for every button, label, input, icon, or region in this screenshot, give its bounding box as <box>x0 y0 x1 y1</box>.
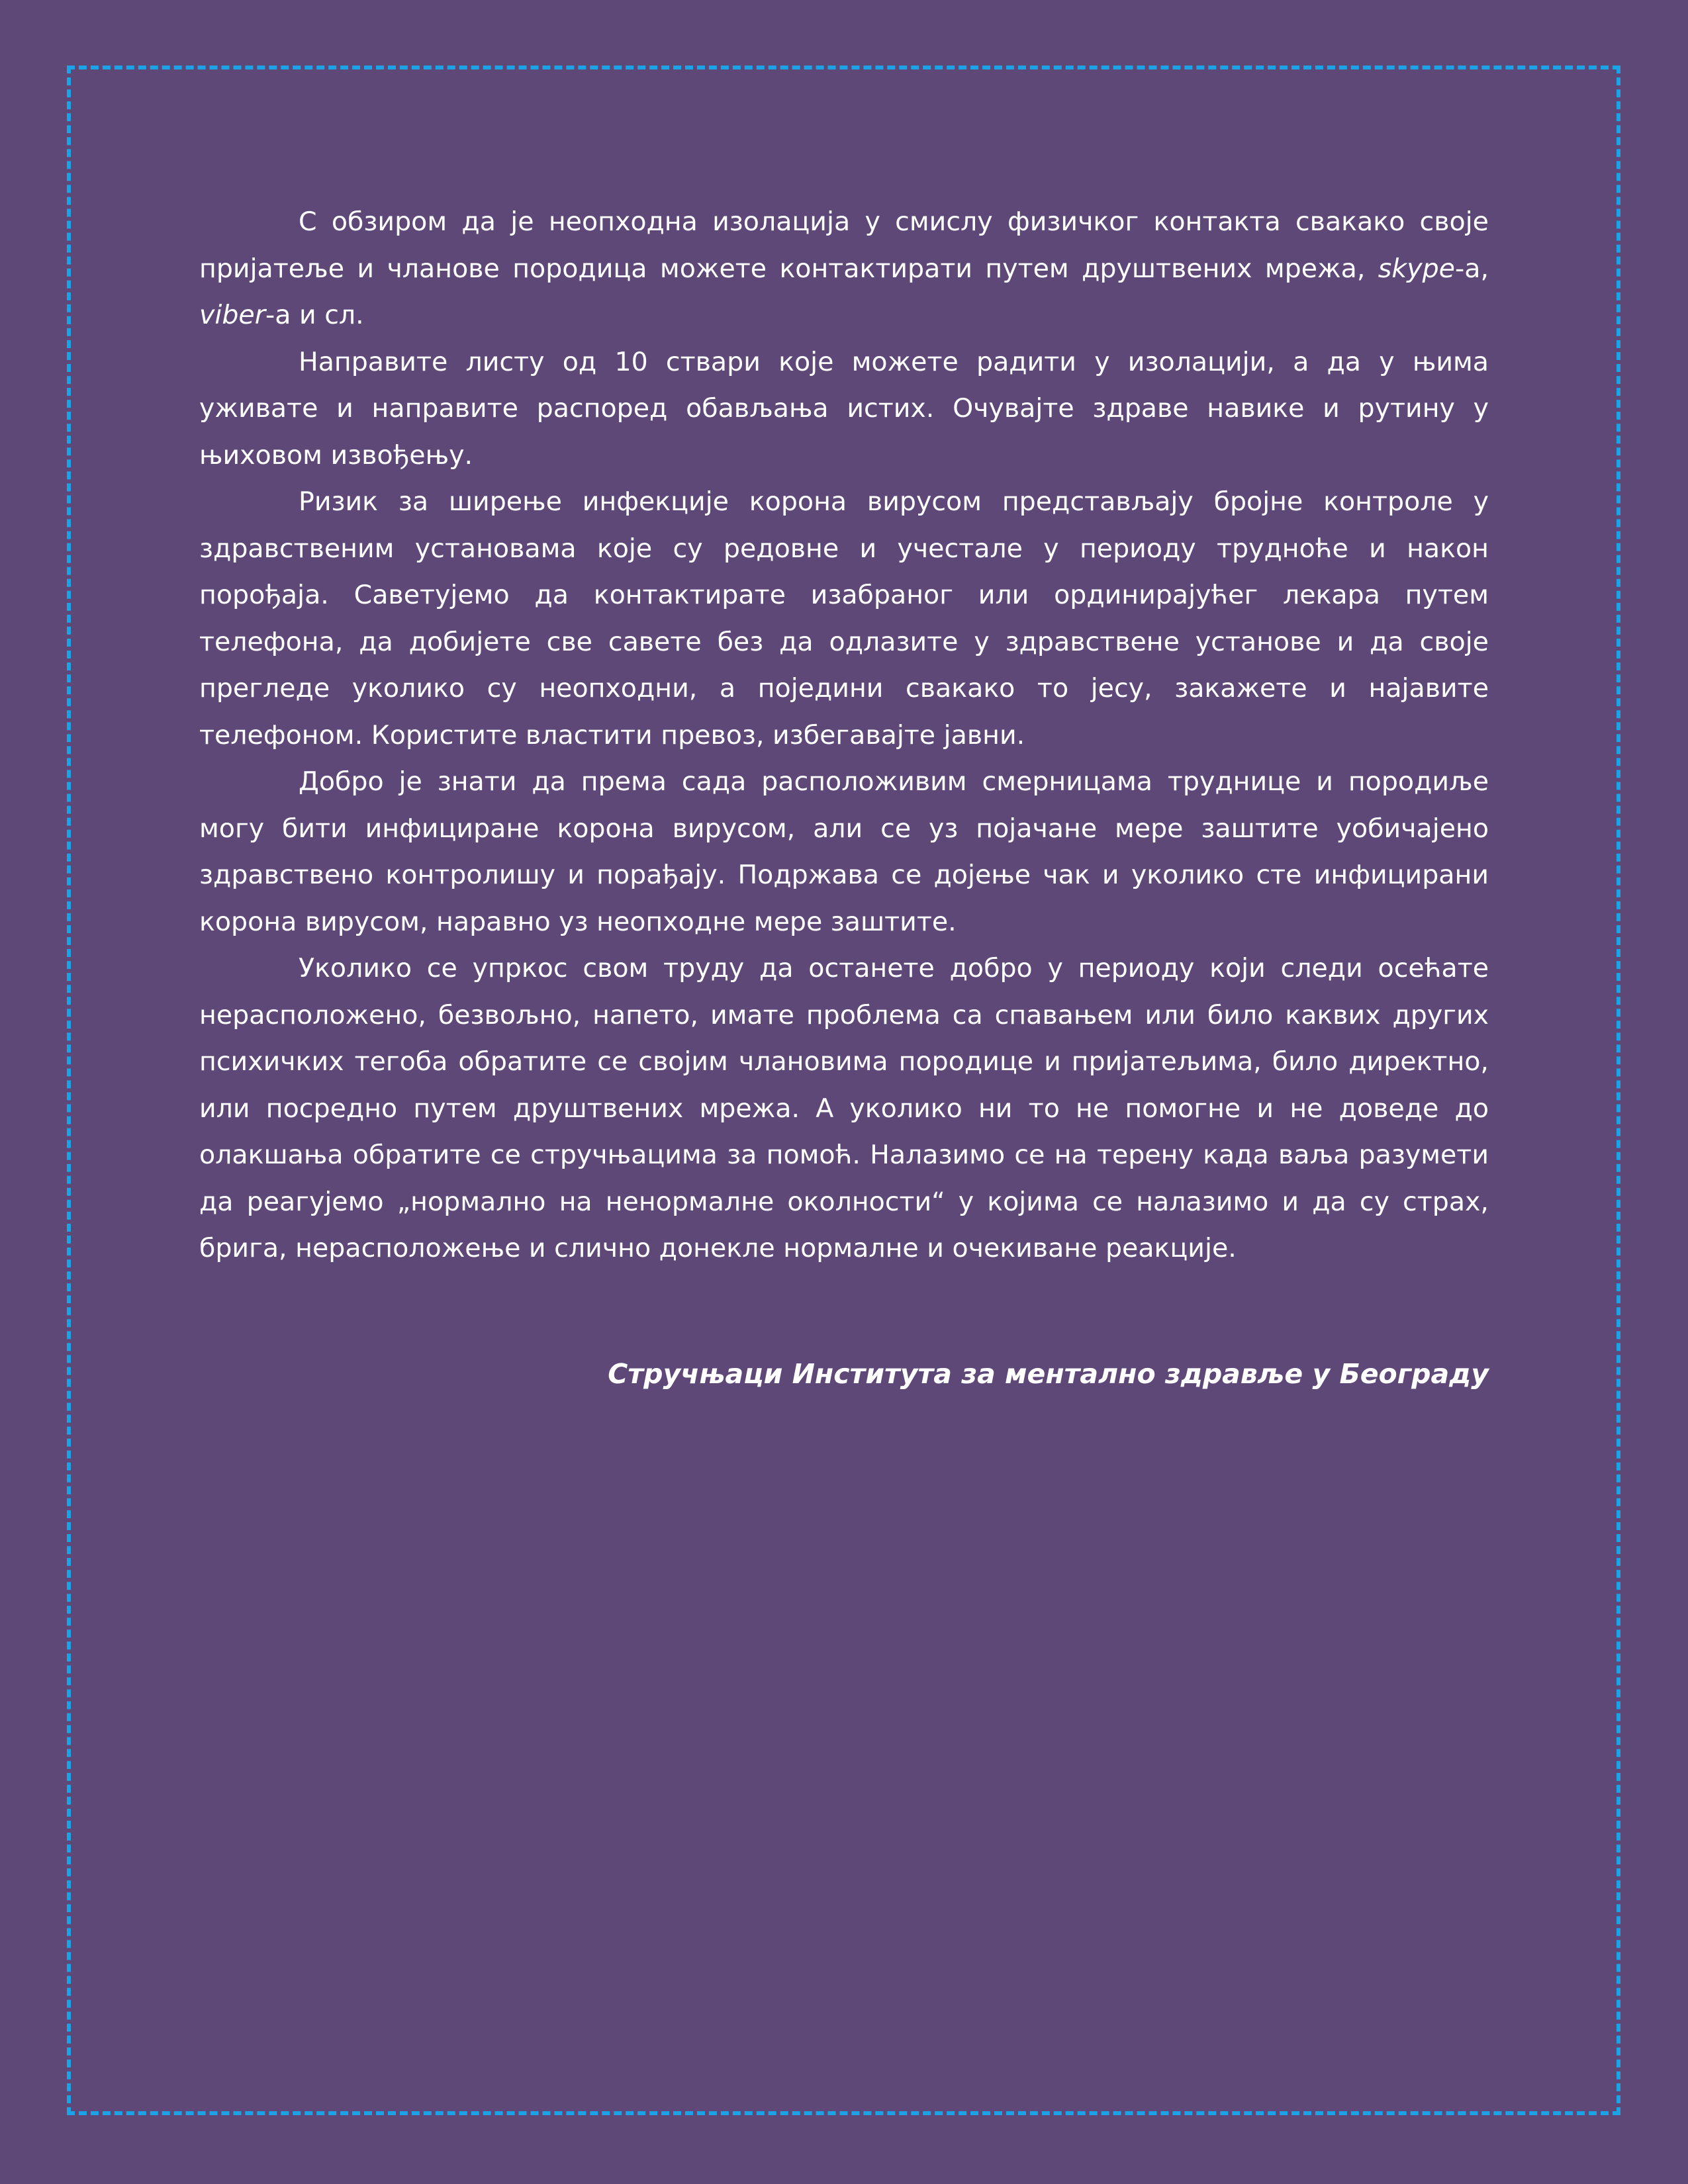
paragraph-health-checks: Ризик за ширење инфекције корона вирусом представљају бројне контроле у здравственим установама које су редовне и учестале у периоду трудноће и након порођаја. Саветујемо да контактирате изабраног или ординирајућег лекара путем телефона, да добијете све савете без да одлазите у здравствене установе и да своје прегледе уколико су неопходни, а поједини свакако то јесу, закажете и најавите телефоном. Користите властити превоз, избегавајте јавни. <box>199 486 1489 751</box>
signature-line: Стручњаци Института за ментално здравље у Београду <box>608 1358 1489 1390</box>
paragraph-mental-health: Уколико се упркос свом труду да останете добро у периоду који следи осећате нерасположено, безвољно, напето, имате проблема са спавањем или било каквих других психичких тегоба обратите се својим члановима породице и пријатељима, било директно, или посредно путем друштвених мрежа. А уколико ни то не помогне и не доведе до олакшања обратите се стручњацима за помоћ. Налазимо се на терену када ваља разумети да реагујемо „нормално на ненормалне околности“ у којима се налазимо и да су страх, брига, нерасположење и слично донекле нормалне и очекиване реакције. <box>199 953 1489 1263</box>
paragraph-activities-list: Направите листу од 10 ствари које можете радити у изолацији, а да у њима уживате и направите распоред обављања истих. Очувајте здраве навике и рутину у њиховом извођењу. <box>199 346 1489 471</box>
document-body <box>199 199 1489 1272</box>
paragraph-pregnancy-info: Добро је знати да према сада расположивим смерницама труднице и породиље могу бити инфициране корона вирусом, али се уз појачане мере заштите уобичајено здравствено контролишу и порађају. Подржава се дојење чак и уколико сте инфицирани корона вирусом, наравно уз неопходне мере заштите. <box>199 766 1489 937</box>
paragraph-contacts: С обзиром да је неопходна изолација у смислу физичког контакта свакако своје пријатеље и чланове породица можете контактирати путем друштвених мрежа, skype-а, viber-а и сл. <box>199 206 1489 330</box>
